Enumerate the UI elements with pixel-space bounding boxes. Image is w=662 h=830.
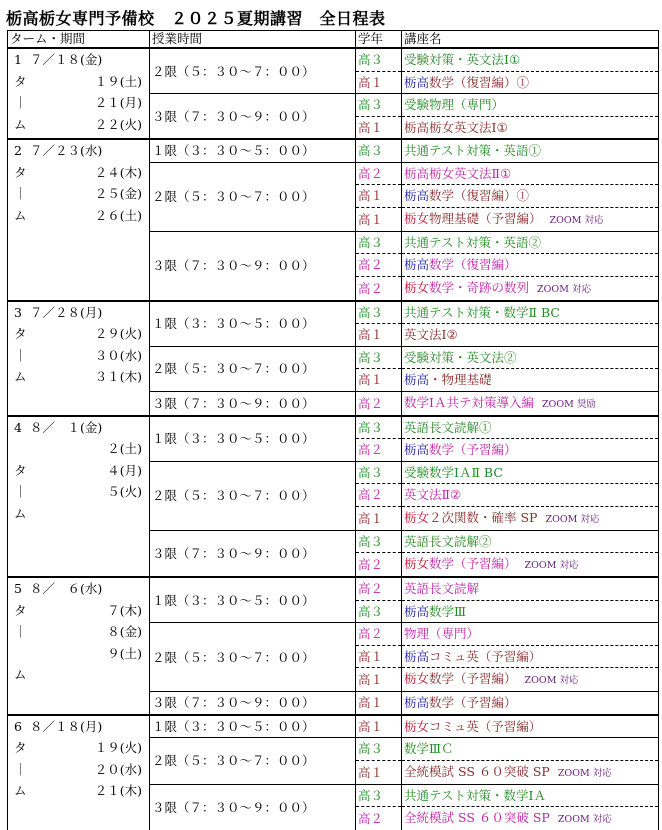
course-cell <box>402 530 659 553</box>
term-label <box>14 716 27 802</box>
table-row <box>8 715 659 738</box>
course-cell <box>402 48 659 71</box>
course-cell <box>402 692 659 715</box>
grade-cell: 高１ <box>356 760 402 784</box>
grade-cell: 高１ <box>356 71 402 94</box>
term-date: ９(土) <box>30 643 142 665</box>
zoom-badge: ZOOM 対応 <box>558 814 612 825</box>
term-dates <box>30 49 142 135</box>
term-label-char: 2 <box>14 140 27 162</box>
course-name-part: 共通テスト対策・英語① <box>404 143 541 158</box>
term-date: ８／１８(月) <box>30 716 142 738</box>
course-name-part: 共通テスト対策・英語② <box>404 235 541 250</box>
grade-cell: 高２ <box>356 623 402 646</box>
term-dates <box>30 140 142 226</box>
term-date: ２４(木) <box>30 162 142 184</box>
course-cell <box>402 324 659 347</box>
term-label-char: タ <box>14 71 27 93</box>
term-label-char: ｜ <box>14 183 27 205</box>
grade-cell: 高２ <box>356 162 402 185</box>
course-name-part: コミュ英（予習編） <box>429 649 541 664</box>
course-name-part: 数学ⅠＡ共テ対策導入編 <box>404 395 534 410</box>
term-label-char: ム <box>14 503 27 525</box>
course-name-part: ２次関数・確率 SP <box>429 510 537 525</box>
term-label-char: ム <box>14 205 27 227</box>
grade-cell: 高３ <box>356 231 402 254</box>
period-cell: １限（３：３０～５：００） <box>150 301 356 347</box>
course-cell <box>402 254 659 277</box>
period-cell: １限（３：３０～５：００） <box>150 139 356 162</box>
term-date: ２(土) <box>30 438 142 460</box>
term-cell <box>8 48 150 139</box>
course-name-part: 栃高 <box>404 75 429 90</box>
term-date: ２５(金) <box>30 183 142 205</box>
grade-cell: 高１ <box>356 645 402 668</box>
course-name-part: 受験物理（専門） <box>404 97 504 112</box>
term-date: ５(火) <box>30 481 142 503</box>
course-cell <box>402 645 659 668</box>
term-date: ８／ ６(水) <box>30 578 142 600</box>
period-cell: ２限（５：３０～７：００） <box>150 738 356 785</box>
term-label-char: タ <box>14 323 27 345</box>
term-label-char: 5 <box>14 578 27 600</box>
course-name-part: 栃女 <box>404 556 429 571</box>
grade-cell: 高３ <box>356 530 402 553</box>
term-dates <box>30 302 142 388</box>
period-cell: ２限（５：３０～７：００） <box>150 346 356 391</box>
course-cell <box>402 116 659 139</box>
course-name-part: 全統模試 SS ６０突破 SP <box>404 810 550 825</box>
term-label-char: ｜ <box>14 481 27 503</box>
grade-cell: 高３ <box>356 48 402 71</box>
course-name-part: 物理（専門） <box>404 626 479 641</box>
term-date: １９(土) <box>30 71 142 93</box>
course-name-part: 受験対策・英文法Ⅰ① <box>404 52 520 67</box>
term-label-char: 1 <box>14 49 27 71</box>
term-label-char: ム <box>14 366 27 388</box>
header-course: 講座名 <box>402 31 659 49</box>
course-cell <box>402 416 659 439</box>
term-label-char: 4 <box>14 417 27 439</box>
grade-cell: 高１ <box>356 506 402 530</box>
term-date: ２０(水) <box>30 759 142 781</box>
grade-cell: 高１ <box>356 369 402 392</box>
course-name-part: 数学ⅢＣ <box>404 741 454 756</box>
grade-cell: 高２ <box>356 391 402 416</box>
period-cell: ２限（５：３０～７：００） <box>150 461 356 530</box>
term-cell <box>8 139 150 301</box>
term-label-char: タ <box>14 460 27 482</box>
course-name-part: 栃高 <box>404 604 429 619</box>
schedule-body <box>8 48 659 830</box>
schedule-table <box>7 30 659 830</box>
header-term: ターム・期間 <box>8 31 150 49</box>
term-date: ７／２３(水) <box>30 140 142 162</box>
course-name-part: 栃女 <box>404 280 429 295</box>
course-name-part: 栃高 <box>404 257 429 272</box>
course-cell <box>402 600 659 623</box>
table-row <box>8 139 659 162</box>
term-label <box>14 49 27 135</box>
term-date: ３０(水) <box>30 345 142 367</box>
grade-cell: 高１ <box>356 692 402 715</box>
period-cell: ３限（７：３０～９：００） <box>150 692 356 715</box>
course-name-part: 数学（予習編） <box>429 671 517 686</box>
course-name-part: 数学（復習編）① <box>429 188 529 203</box>
term-label-char: ム <box>14 114 27 136</box>
term-dates <box>30 716 142 802</box>
term-date: ２１(月) <box>30 92 142 114</box>
course-cell <box>402 231 659 254</box>
course-name-part: 数学（復習編）① <box>429 75 529 90</box>
term-date: ７／１８(金) <box>30 49 142 71</box>
grade-cell: 高３ <box>356 416 402 439</box>
term-label-char: 6 <box>14 716 27 738</box>
table-row <box>8 577 659 600</box>
course-cell <box>402 553 659 578</box>
period-cell: ３限（７：３０～９：００） <box>150 530 356 577</box>
term-label-char: タ <box>14 162 27 184</box>
grade-cell: 高２ <box>356 254 402 277</box>
course-cell <box>402 439 659 462</box>
course-name-part: 栃高 <box>404 442 429 457</box>
course-name-part: 英文法Ⅰ② <box>404 327 458 342</box>
grade-cell: 高３ <box>356 301 402 324</box>
grade-cell: 高２ <box>356 807 402 830</box>
term-label-char: 3 <box>14 302 27 324</box>
course-cell <box>402 71 659 94</box>
course-cell <box>402 185 659 208</box>
grade-cell: 高３ <box>356 139 402 162</box>
grade-cell: 高１ <box>356 185 402 208</box>
course-name-part: 栃女 <box>404 211 429 226</box>
zoom-badge: ZOOM 対応 <box>525 560 579 571</box>
term-date: ２１(木) <box>30 780 142 802</box>
term-date: ８／ １(金) <box>30 417 142 439</box>
zoom-badge: ZOOM 奨励 <box>542 399 596 410</box>
term-date: ７(木) <box>30 600 142 622</box>
grade-cell: 高１ <box>356 715 402 738</box>
grade-cell: 高３ <box>356 94 402 117</box>
term-date: ４(月) <box>30 460 142 482</box>
course-name-part: 英語長文読解① <box>404 420 492 435</box>
course-name-part: 栃女 <box>404 510 429 525</box>
term-date: ２６(土) <box>30 205 142 227</box>
course-name-part: 英文法Ⅱ② <box>404 487 461 502</box>
term-date: ２２(火) <box>30 114 142 136</box>
term-label <box>14 140 27 226</box>
term-label-char: ム <box>14 664 27 686</box>
term-label-char <box>14 438 27 460</box>
grade-cell: 高２ <box>356 276 402 301</box>
page-title: 栃高栃女専門予備校 ２０２５夏期講習 全日程表 <box>6 6 386 29</box>
term-label <box>14 578 27 686</box>
course-cell <box>402 207 659 231</box>
grade-cell: 高３ <box>356 346 402 369</box>
course-name-part: 栃高 <box>404 649 429 664</box>
period-cell: ３限（７：３０～９：００） <box>150 94 356 140</box>
course-cell <box>402 715 659 738</box>
course-name-part: 数学・奇跡の数列 <box>429 280 529 295</box>
term-dates <box>30 578 142 664</box>
period-cell: ２限（５：３０～７：００） <box>150 162 356 231</box>
term-dates <box>30 417 142 503</box>
table-row <box>8 301 659 324</box>
table-row <box>8 48 659 71</box>
course-cell <box>402 301 659 324</box>
course-cell <box>402 484 659 507</box>
term-date: ２９(火) <box>30 323 142 345</box>
term-label-char <box>14 643 27 665</box>
course-cell <box>402 391 659 416</box>
course-name-part: 受験数学ⅠＡⅡ BC <box>404 465 503 480</box>
course-name-part: 共通テスト対策・数学Ⅱ BC <box>404 305 560 320</box>
course-cell <box>402 139 659 162</box>
course-name-part: 英語長文読解② <box>404 534 492 549</box>
course-cell <box>402 276 659 301</box>
zoom-badge: ZOOM 対応 <box>525 675 579 686</box>
term-label-char: タ <box>14 737 27 759</box>
table-row <box>8 416 659 439</box>
header-time: 授業時間 <box>150 31 356 49</box>
course-name-part: 数学（予習編） <box>429 695 517 710</box>
period-cell: １限（３：３０～５：００） <box>150 577 356 623</box>
period-cell: ３限（７：３０～９：００） <box>150 231 356 301</box>
term-label-char: ｜ <box>14 621 27 643</box>
grade-cell: 高３ <box>356 461 402 484</box>
course-name-part: 全統模試 SS ６０突破 SP <box>404 764 550 779</box>
term-cell <box>8 301 150 416</box>
term-cell <box>8 715 150 830</box>
grade-cell: 高２ <box>356 439 402 462</box>
course-cell <box>402 461 659 484</box>
grade-cell: 高１ <box>356 668 402 692</box>
term-date: ７／２８(月) <box>30 302 142 324</box>
term-label-char: ｜ <box>14 345 27 367</box>
course-name-part: 栃女 <box>404 671 429 686</box>
course-name-part: 物理基礎（予習編） <box>429 211 542 226</box>
course-name-part: 栃高 <box>404 188 429 203</box>
course-name-part: 数学Ⅲ <box>429 604 466 619</box>
term-date: １９(火) <box>30 737 142 759</box>
course-cell <box>402 668 659 692</box>
course-cell <box>402 807 659 830</box>
term-date: ８(金) <box>30 621 142 643</box>
course-cell <box>402 784 659 807</box>
term-label-char: タ <box>14 600 27 622</box>
zoom-badge: ZOOM 対応 <box>537 284 591 295</box>
table-header <box>8 31 659 49</box>
course-name-part: 栃高栃女英文法Ⅱ① <box>404 166 511 181</box>
course-name-part: 受験対策・英文法② <box>404 350 517 365</box>
term-label-char: ム <box>14 780 27 802</box>
course-name-part: 数学（予習編） <box>429 556 517 571</box>
period-cell: １限（３：３０～５：００） <box>150 416 356 462</box>
course-name-part: 数学（復習編） <box>429 257 517 272</box>
period-cell: ３限（７：３０～９：００） <box>150 391 356 416</box>
course-name-part: ・物理基礎 <box>429 372 492 387</box>
course-name-part: 英語長文読解 <box>404 581 479 596</box>
period-cell: ３限（７：３０～９：００） <box>150 784 356 830</box>
course-cell <box>402 760 659 784</box>
zoom-badge: ZOOM 対応 <box>550 215 604 226</box>
course-cell <box>402 506 659 530</box>
course-cell <box>402 162 659 185</box>
period-cell: ２限（５：３０～７：００） <box>150 623 356 692</box>
period-cell: ２限（５：３０～７：００） <box>150 48 356 94</box>
zoom-badge: ZOOM 対応 <box>558 768 612 779</box>
term-label <box>14 417 27 525</box>
header-grade: 学年 <box>356 31 402 49</box>
course-name-part: 栃高 <box>404 372 429 387</box>
term-cell <box>8 416 150 578</box>
period-cell: １限（３：３０～５：００） <box>150 715 356 738</box>
course-cell <box>402 623 659 646</box>
course-cell <box>402 346 659 369</box>
grade-cell: 高１ <box>356 116 402 139</box>
course-cell <box>402 94 659 117</box>
grade-cell: 高３ <box>356 784 402 807</box>
course-name-part: 共通テスト対策・数学ⅠＡ <box>404 788 546 803</box>
grade-cell: 高３ <box>356 600 402 623</box>
course-cell <box>402 369 659 392</box>
grade-cell: 高３ <box>356 738 402 761</box>
course-name-part: 数学（予習編） <box>429 442 517 457</box>
grade-cell: 高２ <box>356 577 402 600</box>
grade-cell: 高１ <box>356 324 402 347</box>
course-cell <box>402 738 659 761</box>
term-label <box>14 302 27 388</box>
term-cell <box>8 577 150 715</box>
grade-cell: 高２ <box>356 553 402 578</box>
zoom-badge: ZOOM 対応 <box>545 514 599 525</box>
term-date: ３１(木) <box>30 366 142 388</box>
course-cell <box>402 577 659 600</box>
term-label-char: ｜ <box>14 759 27 781</box>
term-label-char: ｜ <box>14 92 27 114</box>
course-name-part: 栃女 <box>404 719 429 734</box>
course-name-part: 栃高栃女英文法Ⅰ① <box>404 120 508 135</box>
course-name-part: コミュ英（予習編） <box>429 719 541 734</box>
grade-cell: 高１ <box>356 207 402 231</box>
course-name-part: 栃高 <box>404 695 429 710</box>
grade-cell: 高２ <box>356 484 402 507</box>
